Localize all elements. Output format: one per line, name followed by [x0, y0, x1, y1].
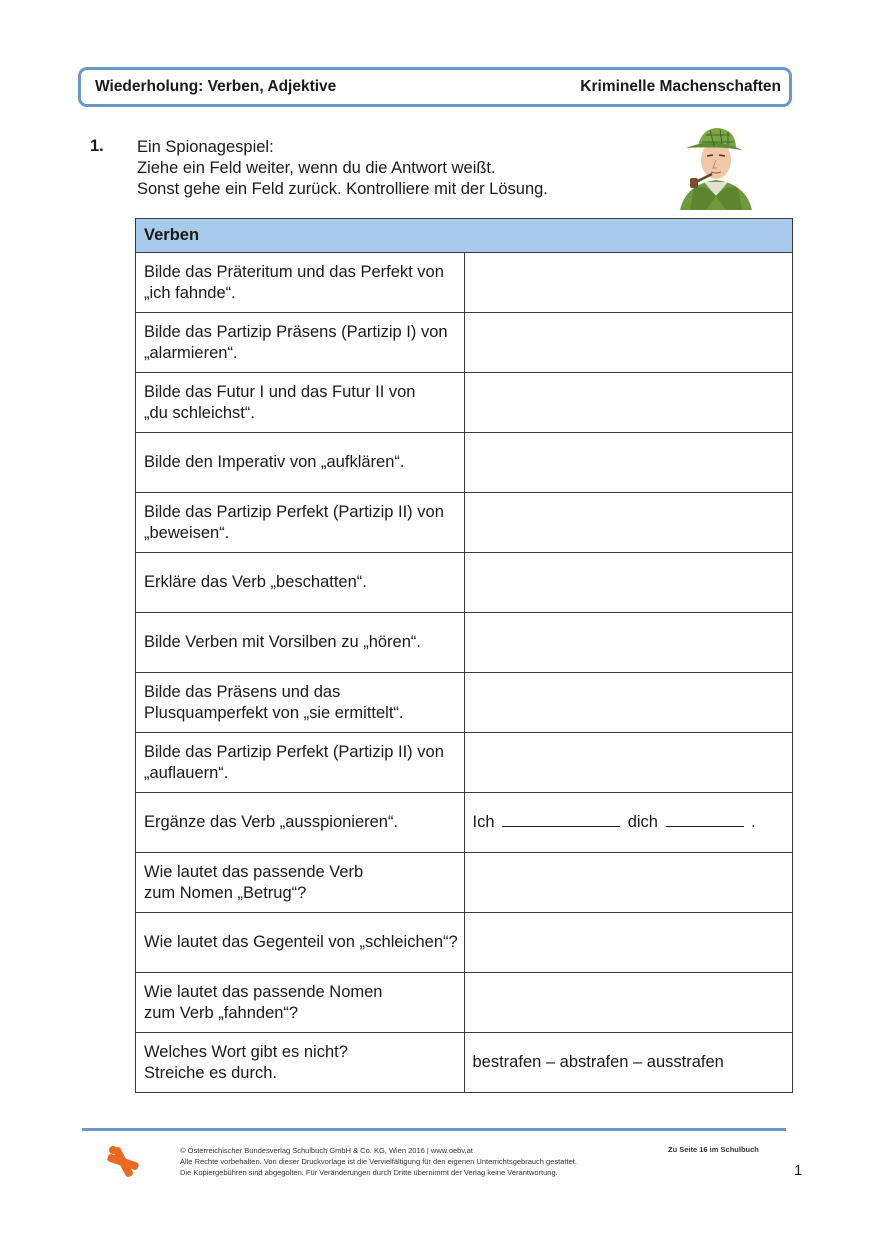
fill-in-blank[interactable]	[666, 814, 744, 827]
answer-cell[interactable]	[464, 853, 793, 913]
question-cell	[136, 373, 465, 433]
textbook-page-reference: Zu Seite 16 im Schulbuch	[668, 1145, 759, 1154]
question-line: „auflauern“.	[144, 763, 229, 782]
question-line: Wie lautet das passende Verb	[144, 862, 364, 881]
answer-cell[interactable]	[464, 973, 793, 1033]
page-number: 1	[794, 1162, 803, 1179]
detective-illustration	[676, 122, 756, 210]
answer-cell[interactable]	[464, 553, 793, 613]
answer-cell[interactable]	[464, 313, 793, 373]
table-row	[136, 913, 793, 973]
table-row	[136, 373, 793, 433]
table-row	[136, 613, 793, 673]
answer-cell[interactable]	[464, 613, 793, 673]
question-line: „beweisen“.	[144, 523, 230, 542]
question-line: zum Verb „fahnden“?	[144, 1003, 299, 1022]
question-cell	[136, 853, 465, 913]
task-number: 1.	[90, 137, 104, 155]
answer-cell[interactable]	[464, 733, 793, 793]
question-line: Bilde das Futur I und das Futur II von	[144, 382, 416, 401]
fill-in-punctuation: .	[751, 813, 756, 831]
instruction-line: Ziehe ein Feld weiter, wenn du die Antwort weißt.	[137, 159, 496, 177]
header-unit-title: Kriminelle Machenschaften	[580, 78, 781, 95]
instruction-line: Ein Spionagespiel:	[137, 138, 274, 156]
answer-cell[interactable]	[464, 253, 793, 313]
table-row	[136, 253, 793, 313]
question-cell	[136, 433, 465, 493]
answer-cell[interactable]	[464, 493, 793, 553]
question-cell	[136, 793, 465, 853]
copyright-line: Alle Rechte vorbehalten. Von dieser Druckvorlage ist die Vervielfältigung für den eigenen Unterrichtsgebrauch gestattet.	[180, 1157, 577, 1166]
question-cell	[136, 913, 465, 973]
question-line: Ergänze das Verb „ausspionieren“.	[144, 813, 399, 831]
table-row	[136, 853, 793, 913]
question-cell	[136, 313, 465, 373]
question-line: Bilde das Partizip Präsens (Partizip I) von	[144, 322, 448, 341]
fill-in-word: Ich	[472, 813, 495, 831]
question-cell	[136, 973, 465, 1033]
table-row	[136, 733, 793, 793]
question-line: Streiche es durch.	[144, 1063, 277, 1082]
verb-quiz-table	[135, 218, 793, 1093]
question-cell	[136, 733, 465, 793]
header-topic: Wiederholung: Verben, Adjektive	[95, 78, 337, 95]
table-row	[136, 553, 793, 613]
table-row	[136, 793, 793, 853]
question-line: Bilde den Imperativ von „aufklären“.	[144, 453, 405, 471]
fill-in-cell	[464, 793, 793, 853]
question-line: „ich fahnde“.	[144, 283, 236, 302]
fill-in-blank[interactable]	[502, 814, 620, 827]
question-cell	[136, 553, 465, 613]
question-line: Welches Wort gibt es nicht?	[144, 1042, 348, 1061]
question-cell	[136, 673, 465, 733]
question-line: Bilde Verben mit Vorsilben zu „hören“.	[144, 633, 421, 651]
question-cell	[136, 493, 465, 553]
table-row	[136, 973, 793, 1033]
copyright-line: © Österreichischer Bundesverlag Schulbuch GmbH & Co. KG, Wien 2016 | www.oebv.at	[180, 1146, 473, 1155]
answer-cell[interactable]	[464, 433, 793, 493]
table-row	[136, 433, 793, 493]
worksheet-header	[78, 67, 792, 107]
question-line: Wie lautet das Gegenteil von „schleichen“?	[144, 933, 458, 951]
question-line: „du schleichst“.	[144, 403, 255, 422]
question-line: zum Nomen „Betrug“?	[144, 883, 307, 902]
instruction-line: Sonst gehe ein Feld zurück. Kontrolliere mit der Lösung.	[137, 180, 548, 198]
question-line: Plusquamperfekt von „sie ermittelt“.	[144, 703, 404, 722]
question-line: Erkläre das Verb „beschatten“.	[144, 573, 367, 591]
answer-cell[interactable]	[464, 673, 793, 733]
question-line: Bilde das Partizip Perfekt (Partizip II) von	[144, 742, 444, 761]
copyright-line: Die Kopiergebühren sind abgegolten. Für Veränderungen durch Dritte übernimmt der Verlag keine Verantwortung.	[180, 1168, 558, 1177]
word-choice-cell[interactable]: bestrafen – abstrafen – ausstrafen	[464, 1033, 793, 1093]
question-line: Bilde das Präsens und das	[144, 682, 341, 701]
fill-in-word: dich	[627, 813, 658, 831]
question-cell	[136, 253, 465, 313]
question-cell	[136, 1033, 465, 1093]
table-row	[136, 673, 793, 733]
table-row	[136, 313, 793, 373]
answer-cell[interactable]	[464, 913, 793, 973]
table-row	[136, 1033, 793, 1093]
task-instructions	[137, 137, 548, 200]
copyright-notice	[180, 1145, 577, 1178]
table-row	[136, 493, 793, 553]
question-line: Bilde das Partizip Perfekt (Partizip II) von	[144, 502, 444, 521]
question-line: Wie lautet das passende Nomen	[144, 982, 383, 1001]
question-line: Bilde das Präteritum und das Perfekt von	[144, 262, 444, 281]
publisher-logo	[104, 1143, 142, 1181]
footer-divider	[82, 1128, 786, 1131]
table-header-verben: Verben	[136, 219, 793, 253]
question-line: „alarmieren“.	[144, 343, 238, 362]
question-cell	[136, 613, 465, 673]
answer-cell[interactable]	[464, 373, 793, 433]
